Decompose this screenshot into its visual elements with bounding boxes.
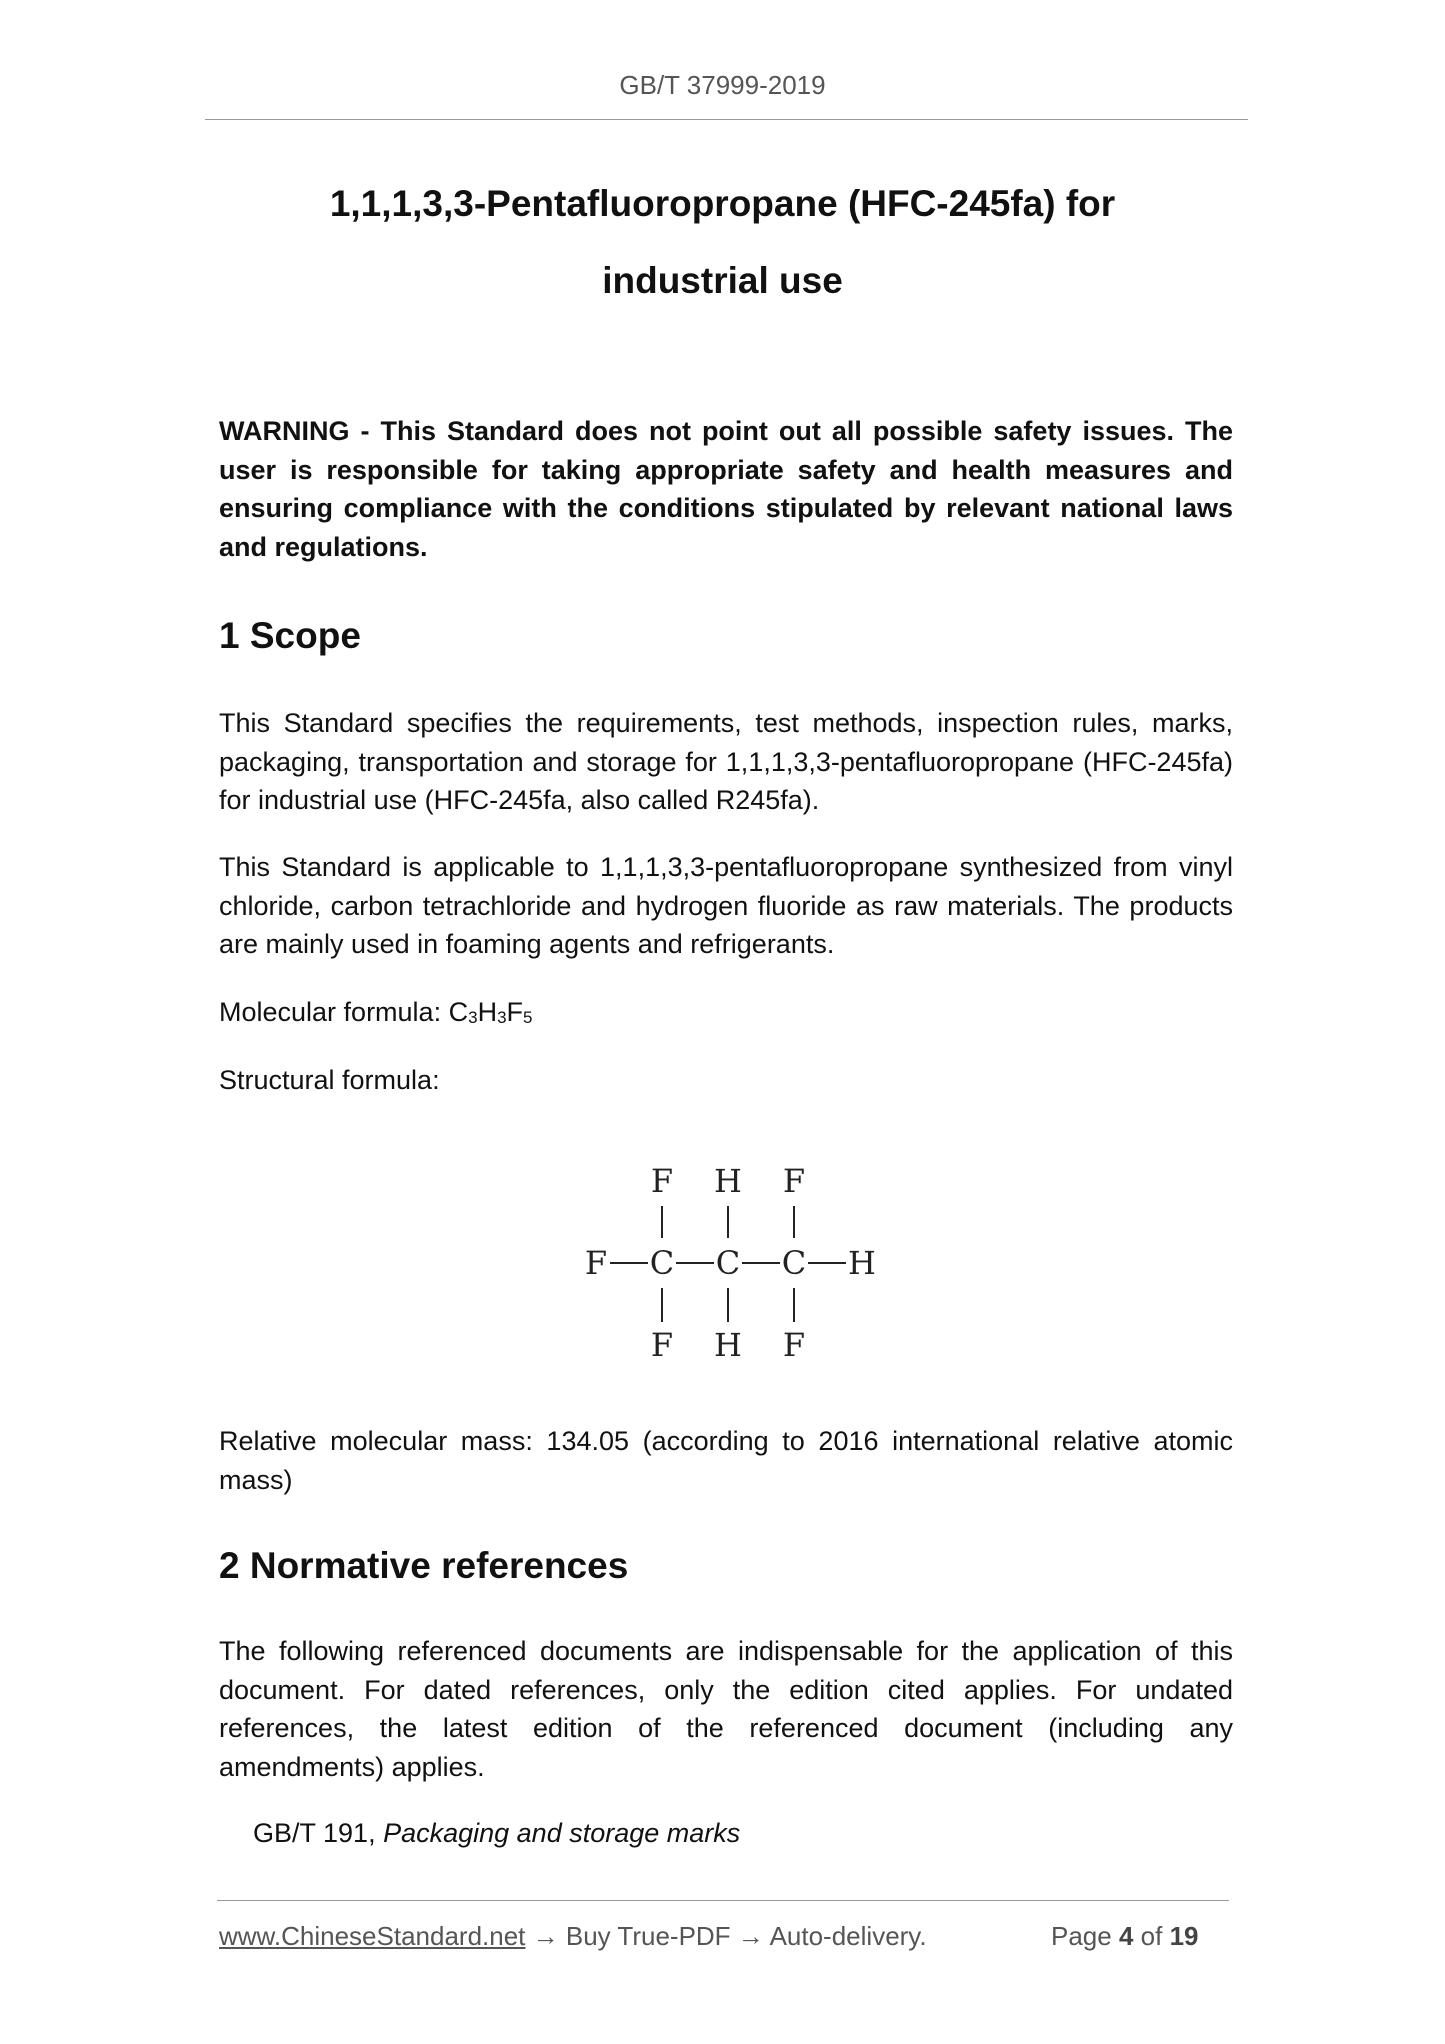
formula-hydrogen: H: [477, 997, 498, 1027]
molecular-formula-label: Molecular formula:: [219, 997, 449, 1027]
header-document-code: GB/T 37999-2019: [619, 70, 826, 100]
page-title: [150, 165, 1295, 319]
section-1-heading: 1 Scope: [219, 615, 361, 656]
atom-top-2: H: [714, 1162, 742, 1200]
footer-promo: [219, 1921, 927, 1952]
structural-formula-label: Structural formula:: [219, 1065, 440, 1095]
header-divider: [205, 119, 1248, 120]
atom-bottom-1: F: [650, 1326, 674, 1364]
atom-bottom-2: H: [714, 1326, 742, 1364]
atom-top-3: F: [782, 1162, 806, 1200]
reference-title: Packaging and storage marks: [383, 1818, 741, 1848]
atom-top-1: F: [650, 1162, 674, 1200]
website-link[interactable]: www.ChineseStandard.net: [219, 1921, 526, 1951]
title-line-1: 1,1,1,3,3-Pentafluoropropane (HFC-245fa) for: [329, 183, 1116, 224]
formula-carbon-count: 3: [468, 1008, 478, 1027]
page-word: Page: [1051, 1921, 1112, 1951]
reference-item: [253, 1814, 740, 1852]
of-word: of: [1140, 1921, 1163, 1951]
warning-text: WARNING - This Standard does not point out all possible safety issues. The user is responsible for taking appropriate safety and health measures and ensuring compliance with the conditions stipulated by relevant national laws and regulations.: [219, 416, 1233, 562]
scope-paragraph-1: This Standard specifies the requirements, test methods, inspection rules, marks, packaging, transportation and storage for 1,1,1,3,3-pentafluoropropane (HFC-245fa) for industrial use (HFC-245fa, also called R245fa).: [219, 708, 1233, 815]
formula-fluorine-count: 5: [523, 1008, 533, 1027]
formula-fluorine: F: [506, 997, 524, 1027]
molecular-formula: [219, 993, 1233, 1037]
total-pages: 19: [1169, 1921, 1199, 1951]
current-page-number: 4: [1118, 1921, 1134, 1951]
atom-left: F: [584, 1244, 608, 1282]
molecular-mass-text: Relative molecular mass: 134.05 (according to 2016 international relative atomic mass): [219, 1426, 1233, 1495]
formula-carbon: C: [448, 997, 469, 1027]
section-2-heading: 2 Normative references: [219, 1545, 629, 1586]
footer-divider: [217, 1900, 1229, 1901]
atom-right: H: [848, 1244, 876, 1282]
references-paragraph: The following referenced documents are indispensable for the application of this document. For dated references, only the edition cited applies. For undated references, the latest edition of the referenced document (including any amendments) applies.: [219, 1636, 1233, 1782]
structural-formula-diagram: [580, 1160, 890, 1370]
title-line-2: industrial use: [602, 260, 843, 301]
footer-promo-text: → Buy True-PDF → Auto-delivery.: [525, 1921, 927, 1951]
carbon-1: C: [649, 1244, 675, 1282]
formula-hydrogen-count: 3: [497, 1008, 507, 1027]
page-indicator: [1051, 1921, 1199, 1952]
atom-bottom-3: F: [782, 1326, 806, 1364]
carbon-2: C: [715, 1244, 741, 1282]
scope-paragraph-2: This Standard is applicable to 1,1,1,3,3-pentafluoropropane synthesized from vinyl chloride, carbon tetrachloride and hydrogen fluoride as raw materials. The products are mainly used in foaming agents and refrigerants.: [219, 852, 1233, 959]
carbon-3: C: [781, 1244, 807, 1282]
reference-code: GB/T 191,: [253, 1818, 384, 1848]
